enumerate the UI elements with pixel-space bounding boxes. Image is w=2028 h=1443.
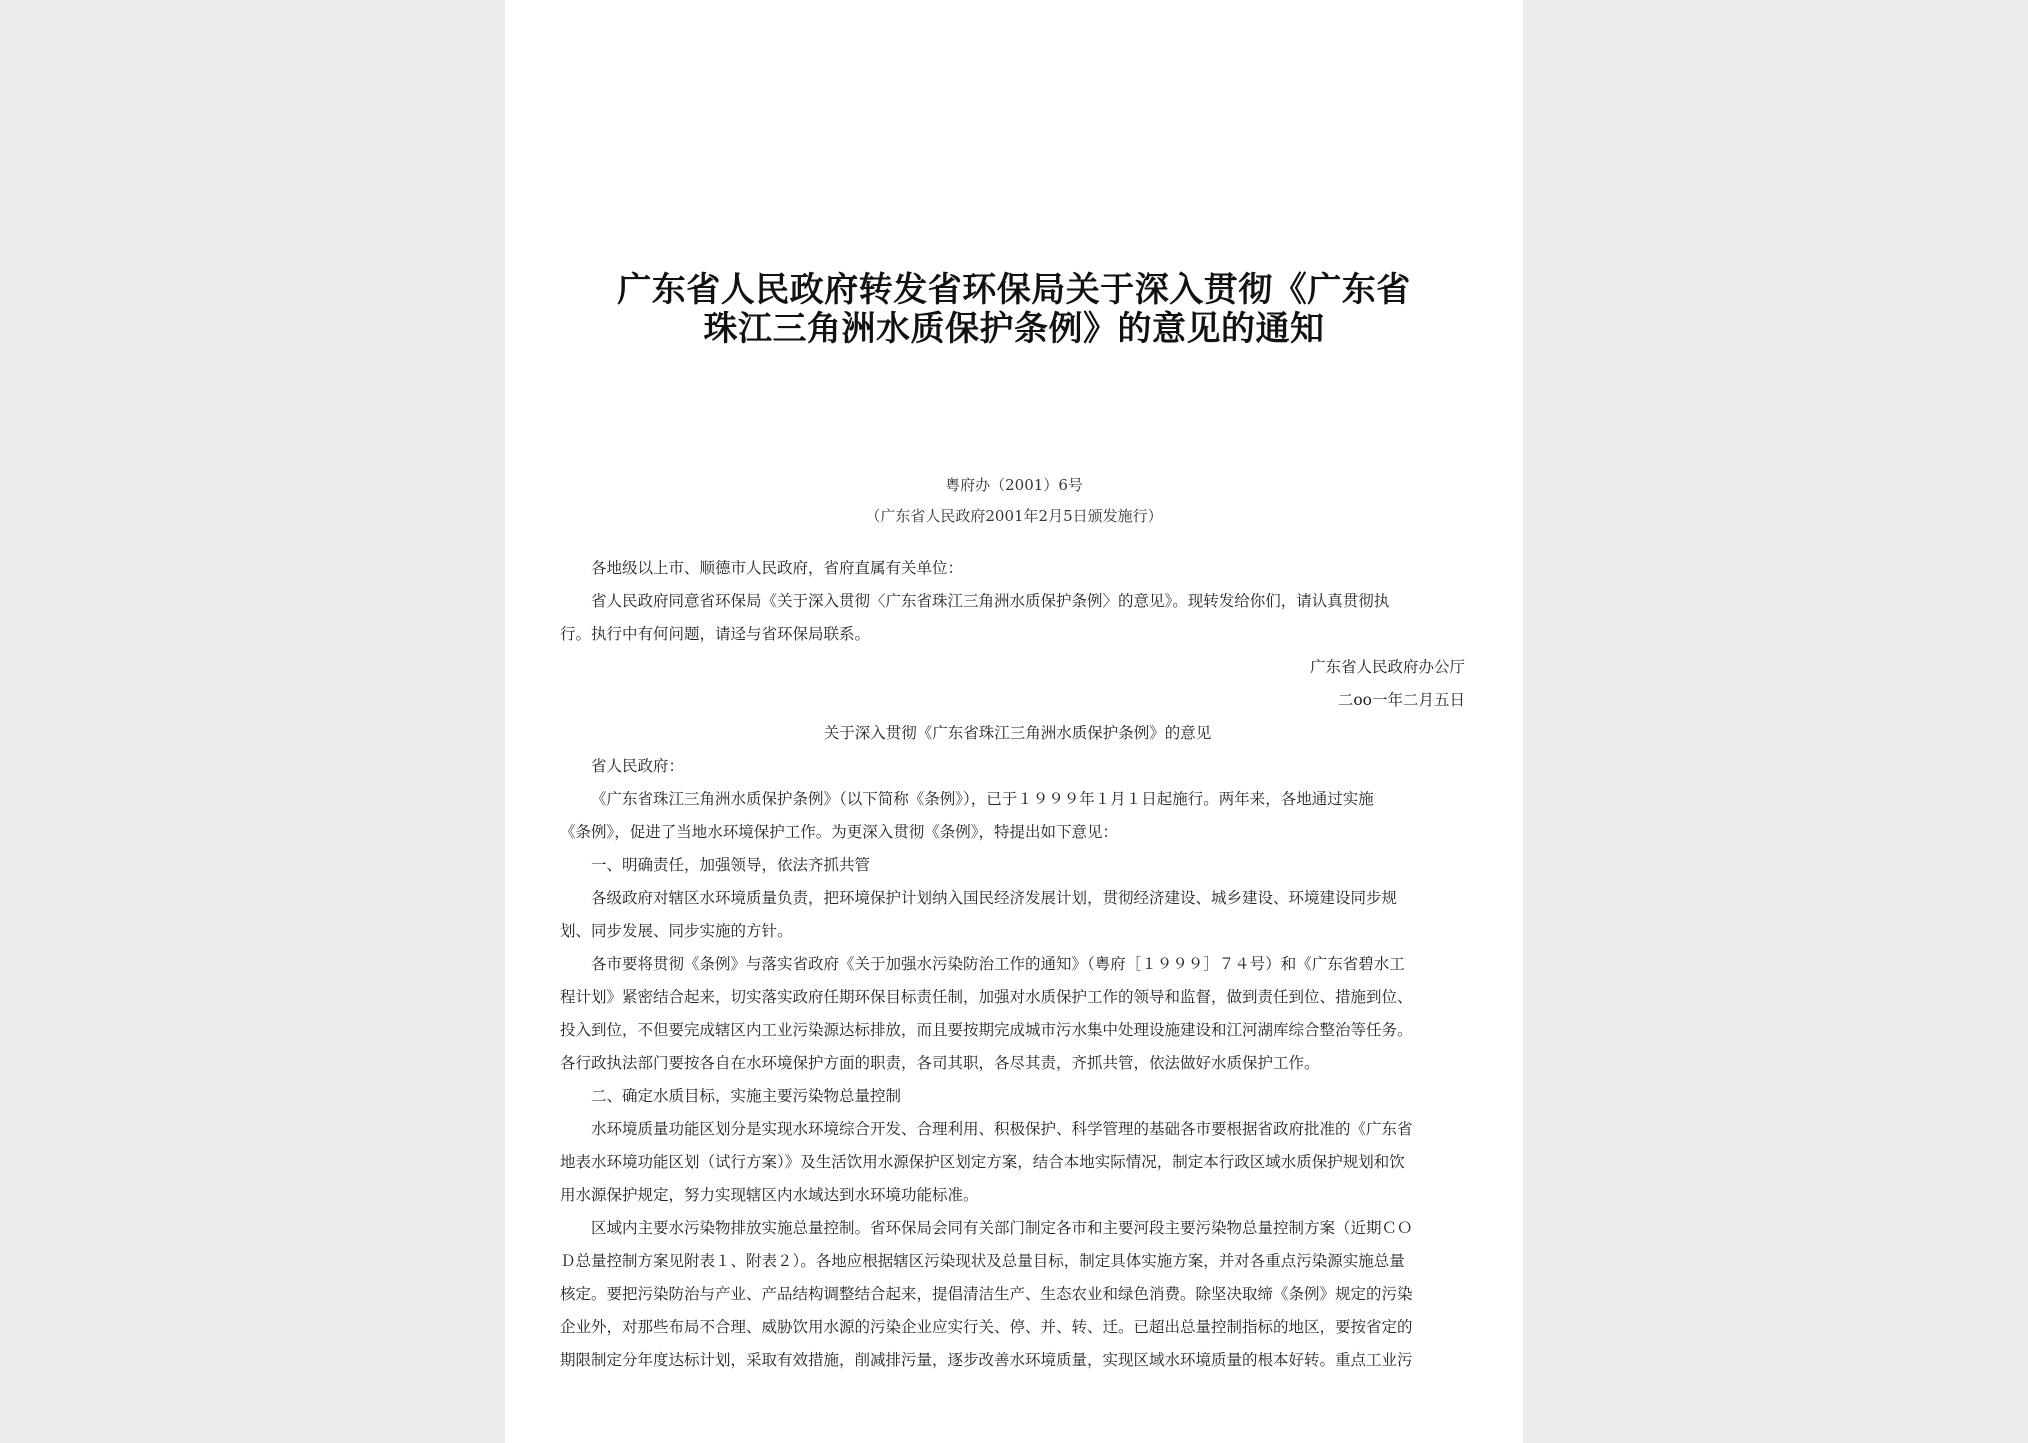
body-line: 各级政府对辖区水环境质量负责，把环境保护计划纳入国民经济发展计划，贯彻经济建设、城乡建设、环境建设同步规: [591, 889, 1398, 907]
section-heading: 一、明确责任，加强领导，依法齐抓共管: [591, 856, 871, 874]
body-line: 企业外，对那些布局不合理、威胁饮用水源的污染企业应实行关、停、并、转、迁。已超出总量控制指标的地区，要按省定的: [560, 1318, 1413, 1336]
document-body: [560, 552, 1475, 1377]
signature-office: 广东省人民政府办公厅: [1309, 658, 1465, 676]
body-line: 《广东省珠江三角洲水质保护条例》（以下简称《条例》），已于１９９９年１月１日起施行。两年来，各地通过实施: [591, 790, 1374, 808]
body-line: 程计划》紧密结合起来，切实落实政府任期环保目标责任制，加强对水质保护工作的领导和监督，做到责任到位、措施到位、: [560, 988, 1413, 1006]
body-line: 《条例》，促进了当地水环境保护工作。为更深入贯彻《条例》，特提出如下意见：: [560, 823, 1119, 841]
document-number: 粤府办（2001）6号: [945, 476, 1083, 494]
signature-date: 二oo一年二月五日: [1337, 691, 1465, 709]
issue-note: （广东省人民政府2001年2月5日颁发施行）: [865, 507, 1163, 525]
body-line: 各行政执法部门要按各自在水环境保护方面的职责，各司其职，各尽其责，齐抓共管，依法做好水质保护工作。: [560, 1054, 1320, 1072]
body-line: 投入到位，不但要完成辖区内工业污染源达标排放，而且要按期完成城市污水集中处理设施建设和江河湖库综合整治等任务。: [560, 1021, 1413, 1039]
document-title-line-2: 珠江三角洲水质保护条例》的意见的通知: [703, 309, 1325, 349]
body-line: 核定。要把污染防治与产业、产品结构调整结合起来，提倡清洁生产、生态农业和绿色消费。除坚决取缔《条例》规定的污染: [560, 1285, 1413, 1303]
body-line: 各市要将贯彻《条例》与落实省政府《关于加强水污染防治工作的通知》（粤府［１９９９］７４号）和《广东省碧水工: [591, 955, 1405, 973]
body-line: 划、同步发展、同步实施的方针。: [560, 922, 793, 940]
section-title: 关于深入贯彻《广东省珠江三角洲水质保护条例》的意见: [823, 724, 1212, 742]
body-line: 用水源保护规定，努力实现辖区内水域达到水环境功能标准。: [560, 1186, 979, 1204]
document-title-line-1: 广东省人民政府转发省环保局关于深入贯彻《广东省: [617, 270, 1411, 310]
body-line: 各地级以上市、顺德市人民政府，省府直属有关单位：: [591, 559, 964, 577]
body-line: 省人民政府同意省环保局《关于深入贯彻〈广东省珠江三角洲水质保护条例〉的意见》。现转发给你们，请认真贯彻执: [591, 592, 1390, 610]
document-page: [505, 0, 1523, 1443]
body-line: 省人民政府：: [591, 757, 685, 775]
body-line: 行。执行中有何问题，请迳与省环保局联系。: [560, 625, 871, 643]
body-line: Ｄ总量控制方案见附表１、附表２）。各地应根据辖区污染现状及总量目标，制定具体实施方案，并对各重点污染源实施总量: [560, 1252, 1405, 1270]
section-heading: 二、确定水质目标，实施主要污染物总量控制: [591, 1087, 902, 1105]
body-line: 期限制定分年度达标计划，采取有效措施，削减排污量，逐步改善水环境质量，实现区域水环境质量的根本好转。重点工业污: [560, 1351, 1413, 1369]
body-line: 水环境质量功能区划分是实现水环境综合开发、合理利用、积极保护、科学管理的基础各市要根据省政府批准的《广东省: [591, 1120, 1413, 1138]
body-line: 地表水环境功能区划（试行方案）》及生活饮用水源保护区划定方案，结合本地实际情况，制定本行政区域水质保护规划和饮: [560, 1153, 1405, 1171]
body-line: 区域内主要水污染物排放实施总量控制。省环保局会同有关部门制定各市和主要河段主要污染物总量控制方案（近期ＣＯ: [591, 1219, 1413, 1237]
